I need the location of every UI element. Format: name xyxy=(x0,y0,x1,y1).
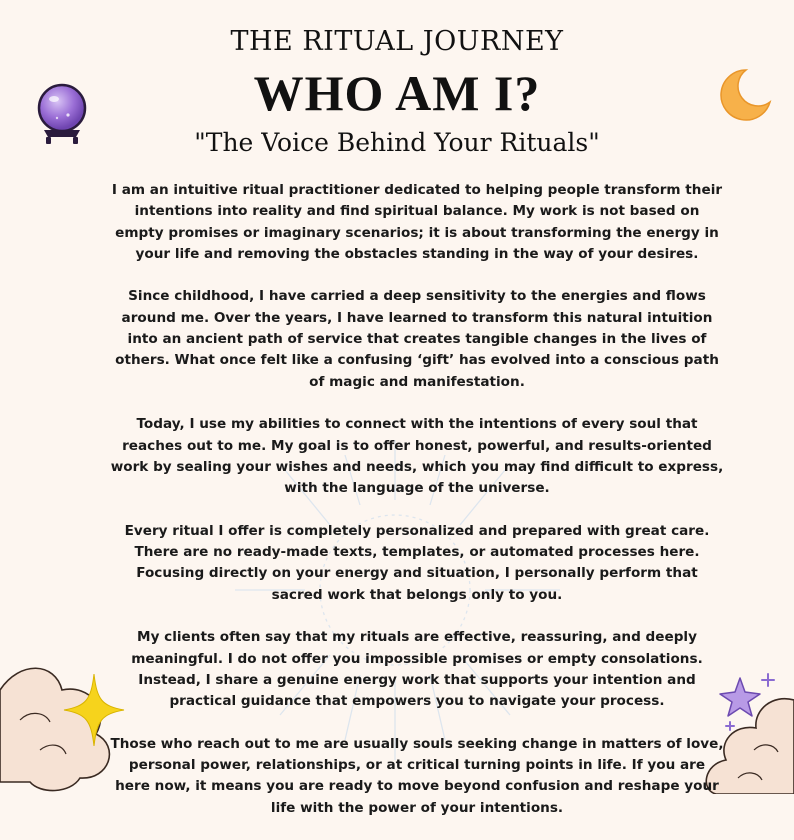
about-body xyxy=(110,180,724,840)
paragraph-clients: My clients often say that my rituals are effective, reassuring, and deeply meaningful. I do not offer you impossible promises or empty consolations. Instead, I share a genuine energy work that supports your intention and practical guidance that empowers you to navigate your process. xyxy=(131,629,703,710)
page-title: WHO AM I? xyxy=(253,65,541,121)
paragraph-intro: I am an intuitive ritual practitioner dedicated to helping people transform their intentions into reality and find spiritual balance. My work is not based on empty promises or imaginary scenarios; it is about transforming the energy in your life and removing the obstacles standing in the way of your desires. xyxy=(111,182,723,262)
sparkle-stars-icon xyxy=(716,670,780,734)
paragraph-personalized: Every ritual I offer is completely personalized and prepared with great care. There are no ready-made texts, templates, or automated processes here. Focusing directly on your energy and situation, I personally perform that sacred work that belongs only to you. xyxy=(124,522,710,603)
paragraph-childhood: Since childhood, I have carried a deep sensitivity to the energies and flows around me. Over the years, I have learned to transform this natural intuition into an ancient path of service that creates tangible changes in the lives of others. What once felt like a confusing ‘gift’ has evolved into a conscious path of magic and manifestation. xyxy=(115,288,719,390)
tagline: "The Voice Behind Your Rituals" xyxy=(194,128,600,157)
paragraph-who-reaches-out: Those who reach out to me are usually souls seeking change in matters of love, personal power, relationships, or at critical turning points in life. If you are here now, it means you are ready to move beyond confusion and reshape your life with the power of your intentions. xyxy=(110,735,724,816)
paragraph-today: Today, I use my abilities to connect with the intentions of every soul that reaches out to me. My goal is to offer honest, powerful, and results-oriented work by sealing your wishes and needs, which you may find difficult to express, with the language of the universe. xyxy=(110,416,724,497)
overline-title: THE RITUAL JOURNEY xyxy=(230,26,564,57)
